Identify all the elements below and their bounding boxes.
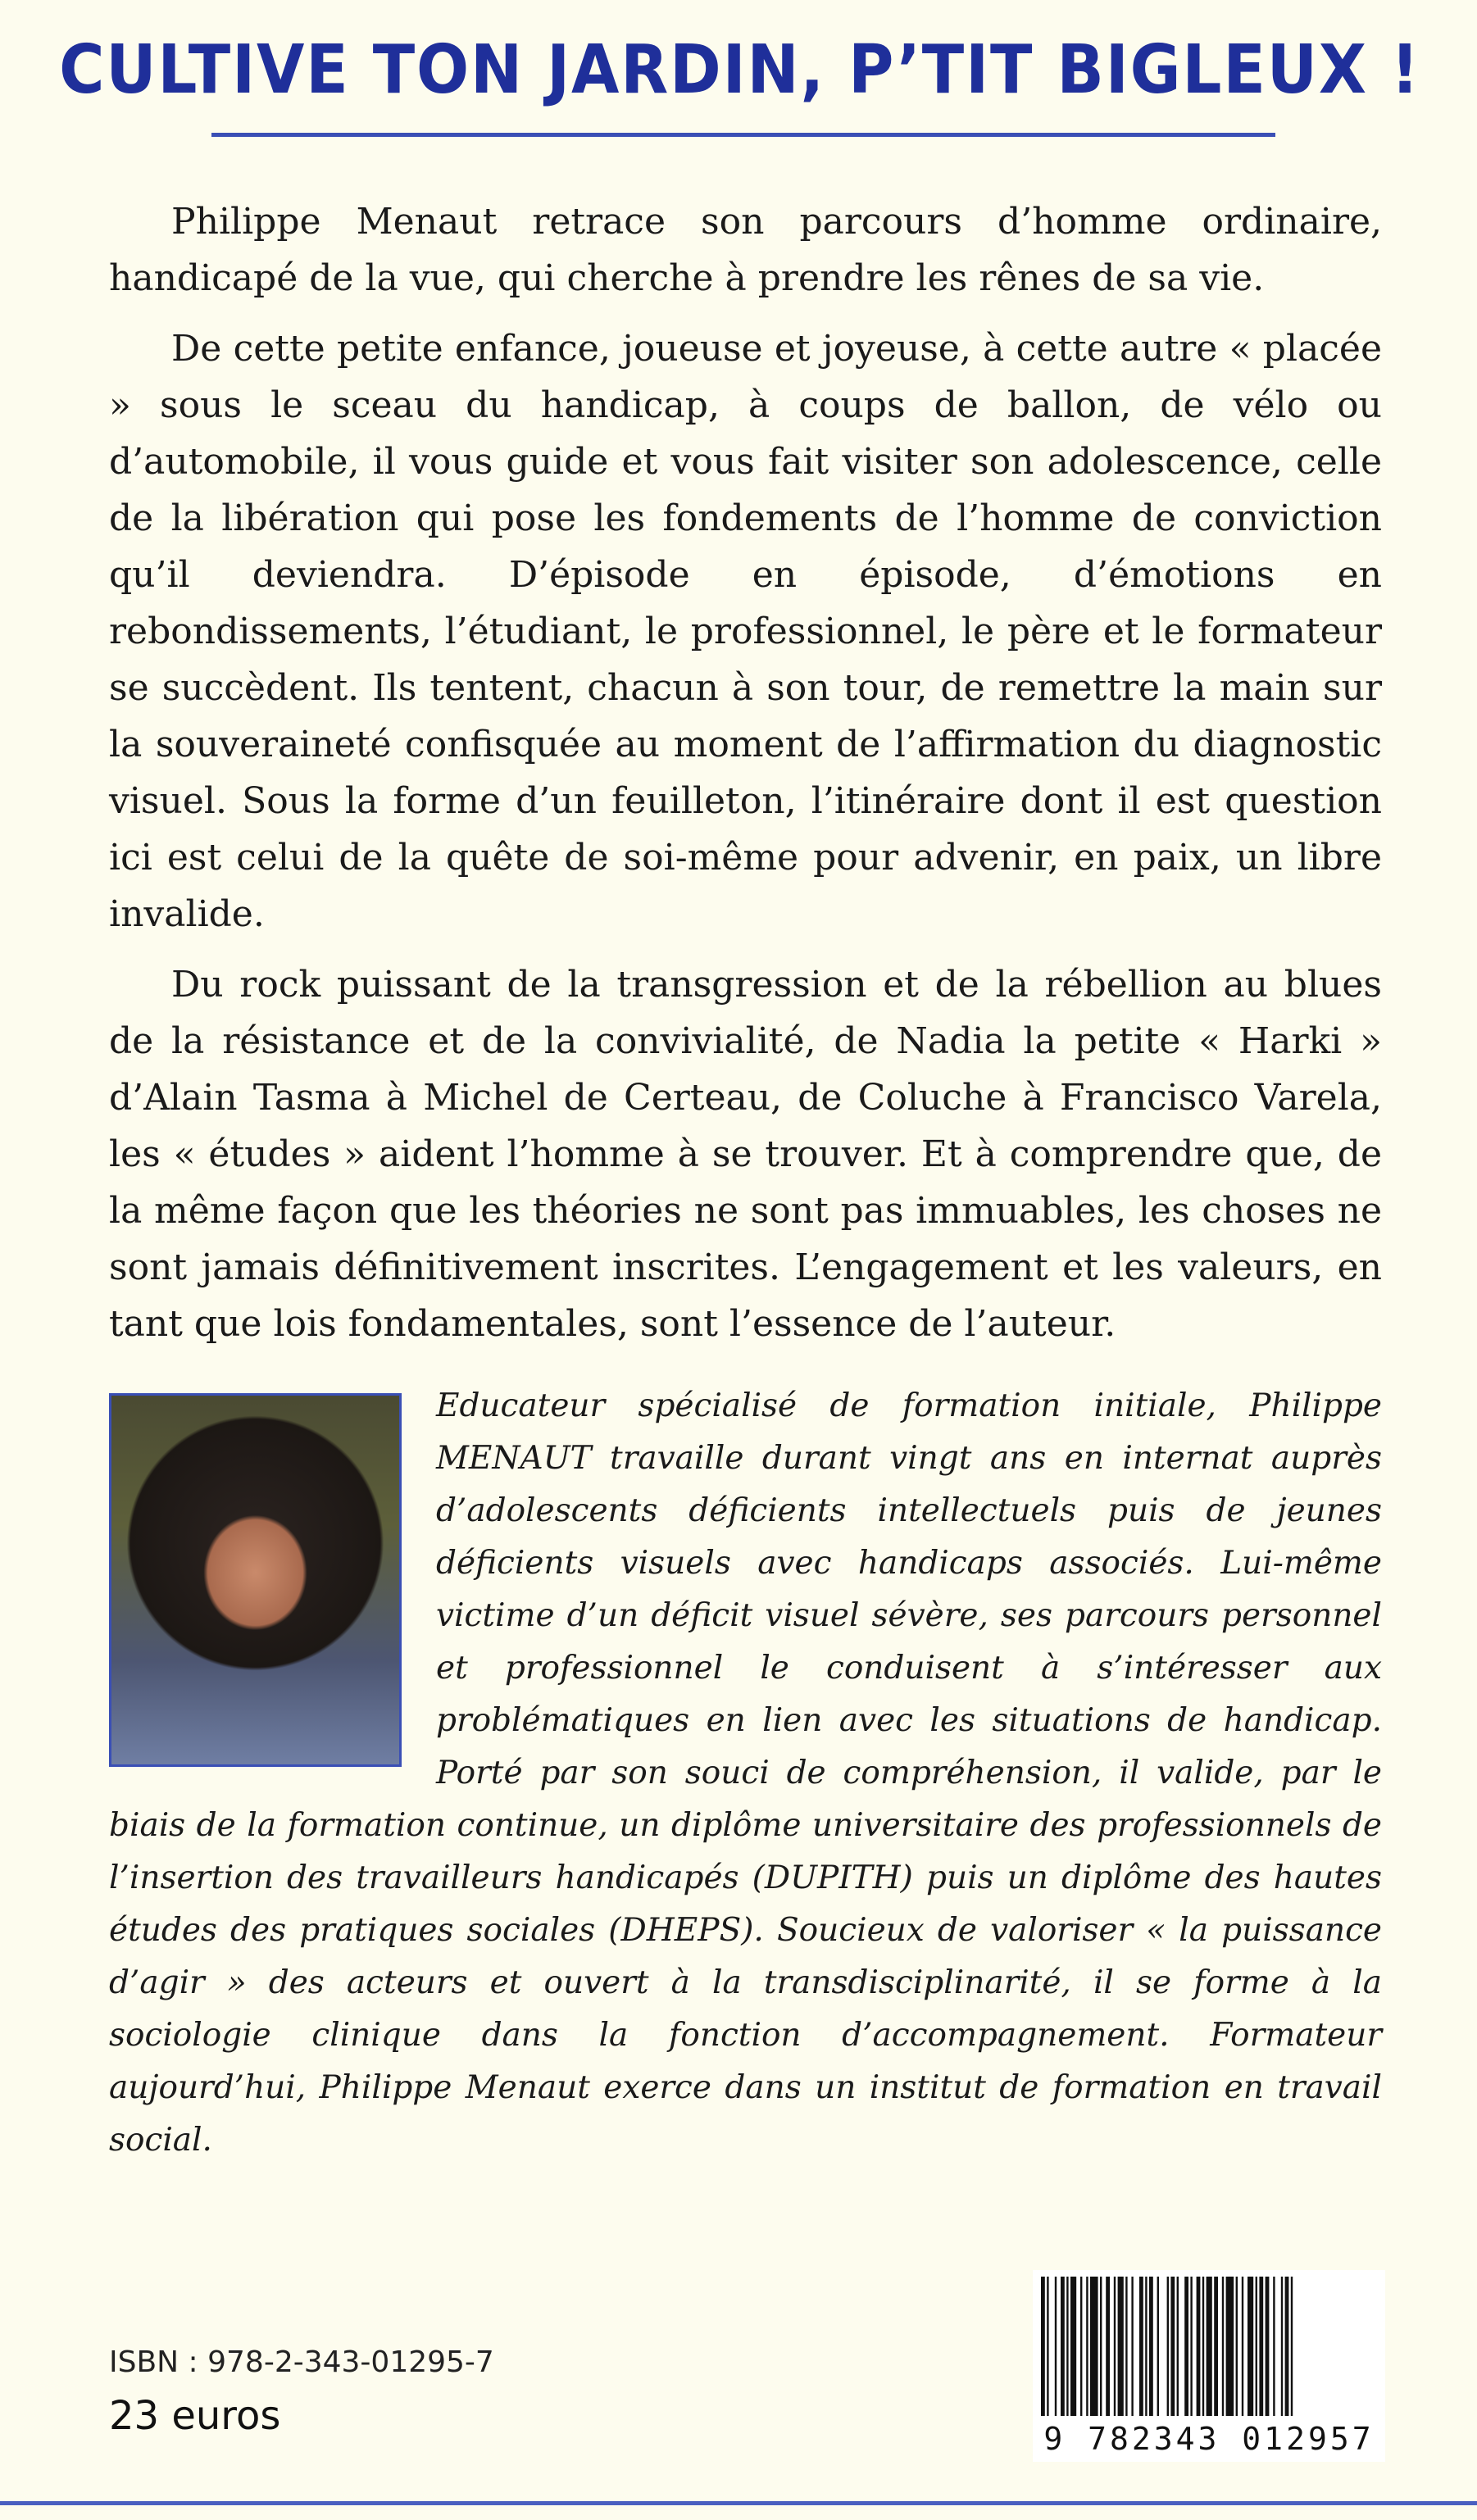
barcode-bar	[1145, 2277, 1147, 2416]
author-section	[109, 1380, 1382, 2167]
barcode-bar	[1242, 2277, 1243, 2416]
barcode	[1033, 2270, 1385, 2462]
barcode-bar	[1066, 2277, 1068, 2416]
barcode-bar	[1285, 2277, 1289, 2416]
bottom-rule	[0, 2501, 1477, 2505]
barcode-bar	[1190, 2277, 1192, 2416]
author-photo	[109, 1393, 402, 1767]
barcode-bar	[1070, 2277, 1076, 2416]
synopsis-paragraph-3: Du rock puissant de la transgression et de la rébellion au blues de la résistance et de la convivialité, de Nadia la petite « Harki » d’Alain Tasma à Michel de Certeau, de Coluche à Francisco Varela, les « études » aident l’homme à se trouver. Et à comprendre que, de la même façon que les théories ne sont pas immuables, les choses ne sont jamais définitivement inscrites. L’engagement et les valeurs, en tant que lois fondamentales, sont l’essence de l’auteur.	[109, 964, 1382, 1345]
barcode-bar	[1125, 2277, 1127, 2416]
barcode-bar	[1055, 2277, 1057, 2416]
barcode-bar	[1256, 2277, 1257, 2416]
barcode-bar	[1266, 2277, 1270, 2416]
barcode-bar	[1170, 2277, 1175, 2416]
barcode-digits: 9 782343 012957	[1043, 2421, 1375, 2457]
barcode-bar	[1061, 2277, 1065, 2416]
barcode-bar	[1131, 2277, 1133, 2416]
barcode-bar	[1114, 2277, 1116, 2416]
synopsis	[109, 193, 1382, 1366]
barcode-bar	[1106, 2277, 1110, 2416]
barcode-bar	[1207, 2277, 1212, 2416]
barcode-bar	[1214, 2277, 1218, 2416]
barcode-bar	[1236, 2277, 1238, 2416]
author-bio: Educateur spécialisé de formation initiale, Philippe MENAUT travaille durant vingt ans en internat auprès d’adolescents déficients intellectuels puis de jeunes déficients visuels avec handicaps associés. Lui-même victime d’un déficit visuel sévère, ses parcours personnel et professionnel le conduisent à s’intéresser aux problématiques en lien avec les situations de handicap. Porté par son souci de compréhension, il valide, par le biais de la formation continue, un diplôme universitaire des professionnels de l’insertion des travailleurs handicapés (DUPITH) puis un diplôme des hautes études des pratiques sociales (DHEPS). Soucieux de valoriser « la puissance d’agir » des acteurs et ouvert à la transdisciplinarité, il se forme à la sociologie clinique dans la fonction d’accompagnement. Formateur aujourd’hui, Philippe Menaut exerce dans un institut de formation en travail social.	[109, 1387, 1382, 2159]
barcode-bar	[1177, 2277, 1179, 2416]
barcode-bar	[1100, 2277, 1102, 2416]
barcode-bar	[1226, 2277, 1234, 2416]
barcode-bar	[1167, 2277, 1169, 2416]
barcode-bar	[1047, 2277, 1048, 2416]
barcode-bar	[1222, 2277, 1224, 2416]
synopsis-paragraph-2: De cette petite enfance, joueuse et joyeuse, à cette autre « placée » sous le sceau du handicap, à coups de ballon, de vélo ou d’automobile, il vous guide et vous fait visiter son adolescence, celle de la libération qui pose les fondements de l’homme de conviction qu’il deviendra. D’épisode en épisode, d’émotions en rebondissements, l’étudiant, le professionnel, le père et le formateur se succèdent. Ils tentent, chacun à son tour, de remettre la main sur la souveraineté confisquée au moment de l’affirmation du diagnostic visuel. Sous la forme d’un feuilleton, l’itinéraire dont il est question ici est celui de la quête de soi-même pour advenir, en paix, un libre invalide.	[109, 328, 1382, 935]
barcode-bar	[1197, 2277, 1201, 2416]
barcode-bar	[1291, 2277, 1293, 2416]
barcode-bar	[1247, 2277, 1253, 2416]
synopsis-paragraph-1: Philippe Menaut retrace son parcours d’homme ordinaire, handicapé de la vue, qui cherche à prendre les rênes de sa vie.	[109, 201, 1382, 299]
barcode-bar	[1041, 2277, 1045, 2416]
barcode-bars	[1038, 2277, 1380, 2416]
barcode-bar	[1086, 2277, 1088, 2416]
barcode-bar	[1281, 2277, 1283, 2416]
barcode-bar	[1139, 2277, 1143, 2416]
barcode-bar	[1157, 2277, 1159, 2416]
barcode-bar	[1090, 2277, 1098, 2416]
barcode-bar	[1118, 2277, 1124, 2416]
barcode-bar	[1149, 2277, 1153, 2416]
barcode-bar	[1080, 2277, 1082, 2416]
title-underline	[211, 133, 1275, 137]
barcode-bar	[1273, 2277, 1275, 2416]
isbn-label: ISBN : 978-2-343-01295-7	[109, 2345, 494, 2379]
barcode-bar	[1202, 2277, 1204, 2416]
book-title: CULTIVE TON JARDIN, P’TIT BIGLEUX !	[59, 31, 1421, 109]
price-label: 23 euros	[109, 2393, 281, 2439]
barcode-bar	[1259, 2277, 1263, 2416]
barcode-bar	[1184, 2277, 1188, 2416]
